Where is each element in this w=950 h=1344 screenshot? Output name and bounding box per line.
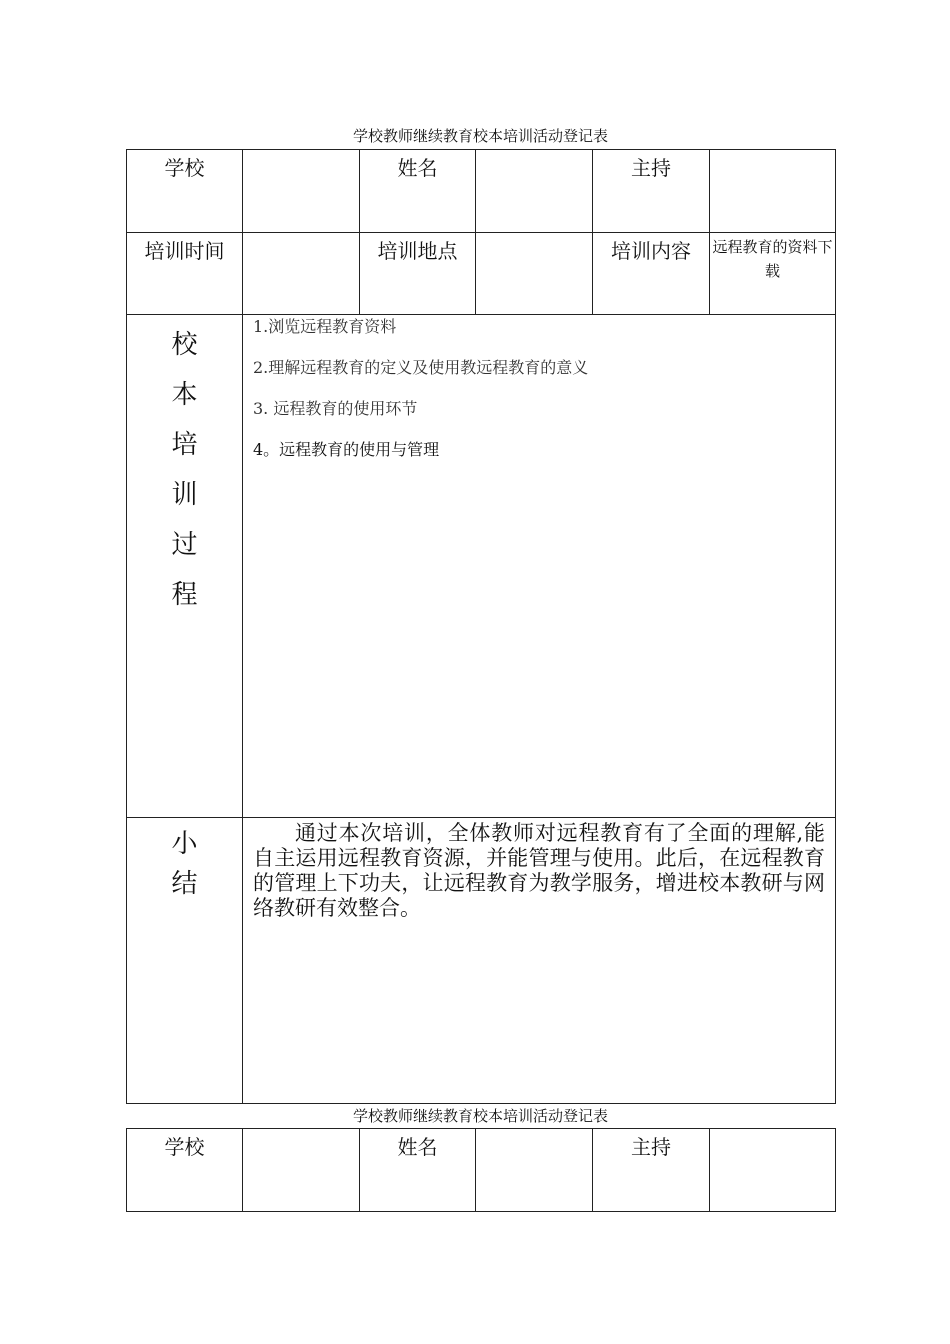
name-field[interactable] [476, 150, 593, 233]
process-label-char: 训 [171, 480, 198, 510]
process-step: 2.理解远程教育的定义及使用教远程教育的意义 [253, 358, 589, 377]
registration-table [126, 149, 836, 1104]
summary-label [127, 818, 243, 1104]
process-label [127, 315, 243, 818]
host-label: 主持 [593, 1129, 710, 1212]
school-label: 学校 [127, 150, 243, 233]
training-content-field[interactable]: 远程教育的资料下载 [710, 233, 836, 315]
training-place-label: 培训地点 [360, 233, 476, 315]
training-time-label: 培训时间 [127, 233, 243, 315]
process-label-char: 校 [171, 330, 198, 360]
process-step: 1.浏览远程教育资料 [253, 317, 397, 336]
name-label: 姓名 [360, 150, 476, 233]
registration-table-2 [126, 1128, 836, 1212]
process-label-char: 培 [171, 430, 198, 460]
training-content-label: 培训内容 [593, 233, 710, 315]
process-label-char: 本 [171, 380, 198, 410]
school-field[interactable] [243, 1129, 360, 1212]
host-label: 主持 [593, 150, 710, 233]
host-field[interactable] [710, 150, 836, 233]
training-place-field[interactable] [476, 233, 593, 315]
name-field[interactable] [476, 1129, 593, 1212]
school-field[interactable] [243, 150, 360, 233]
school-label: 学校 [127, 1129, 243, 1212]
form-title: 学校教师继续教育校本培训活动登记表 [352, 127, 608, 145]
process-label-char: 程 [171, 580, 198, 610]
process-step: 3. 远程教育的使用环节 [253, 399, 418, 418]
summary-label-char: 结 [171, 869, 198, 899]
summary-text[interactable]: 通过本次培训，全体教师对远程教育有了全面的理解,能自主运用远程教育资源，并能管理与使用。此后，在远程教育的管理上下功夫，让远程教育为教学服务，增进校本教研与网络教研有效整合。 [243, 818, 836, 1104]
summary-label-char: 小 [171, 829, 198, 859]
form-title-2: 学校教师继续教育校本培训活动登记表 [352, 1107, 608, 1125]
name-label: 姓名 [360, 1129, 476, 1212]
training-time-field[interactable] [243, 233, 360, 315]
host-field[interactable] [710, 1129, 836, 1212]
process-step: 4。远程教育的使用与管理 [253, 440, 440, 459]
process-label-char: 过 [171, 530, 198, 560]
process-content[interactable] [243, 315, 836, 818]
